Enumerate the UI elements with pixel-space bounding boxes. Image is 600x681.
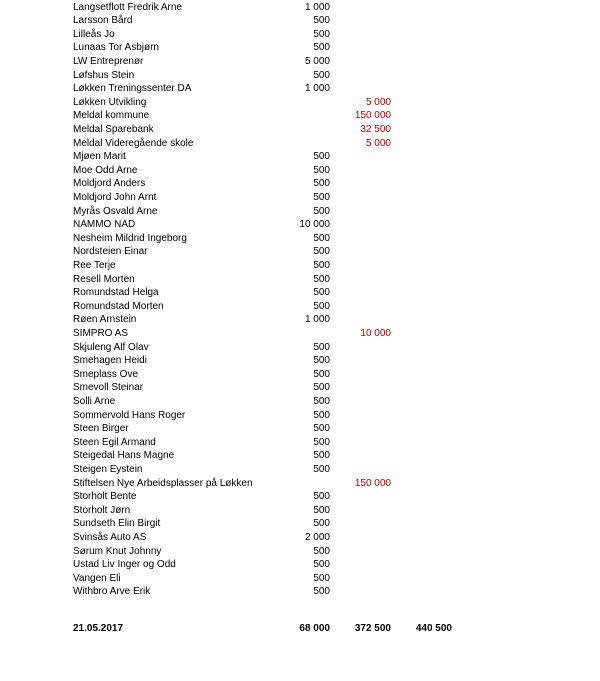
list-item bbox=[0, 69, 600, 83]
contributor-amount: 500 bbox=[313, 28, 330, 40]
contributor-amount: 500 bbox=[313, 572, 330, 584]
contributor-amount: 500 bbox=[313, 246, 330, 258]
list-item bbox=[0, 490, 600, 504]
list-item bbox=[0, 585, 600, 599]
grand-total: 440 500 bbox=[415, 623, 452, 634]
list-item bbox=[0, 463, 600, 477]
contributor-grant: 150 000 bbox=[354, 477, 391, 489]
list-item bbox=[0, 218, 600, 232]
contributor-name: Stiftelsen Nye Arbeidsplasser på Løkken bbox=[73, 477, 253, 489]
contributor-name: Nordsteien Einar bbox=[73, 246, 148, 258]
contributor-name: Resell Morten bbox=[73, 273, 135, 285]
contributor-name: Smeplass Ove bbox=[73, 368, 139, 380]
contributor-name: Svinsås Auto AS bbox=[73, 531, 147, 543]
list-item bbox=[0, 259, 600, 273]
contributor-amount: 5 000 bbox=[304, 55, 330, 67]
contributor-amount: 500 bbox=[313, 545, 330, 557]
contributor-amount: 500 bbox=[313, 463, 330, 475]
contributor-name: Steigedal Hans Magne bbox=[73, 450, 175, 462]
contributor-name: Moldjord Anders bbox=[73, 178, 146, 190]
list-item bbox=[0, 504, 600, 518]
list-item bbox=[0, 150, 600, 164]
contributor-name: Meldal Videregående skole bbox=[73, 137, 194, 149]
contributor-name: Løkken Treningssenter DA bbox=[73, 83, 192, 95]
contributor-name: Larsson Bård bbox=[73, 15, 133, 27]
contributor-amount: 500 bbox=[313, 504, 330, 516]
summary-row bbox=[0, 622, 600, 636]
contributor-name: Løkken Utvikling bbox=[73, 96, 147, 108]
contributor-name: Sørum Knut Johnny bbox=[73, 545, 162, 557]
contributor-amount: 500 bbox=[313, 164, 330, 176]
contributor-name: Steen Egil Armand bbox=[73, 436, 156, 448]
contributor-amount: 500 bbox=[313, 287, 330, 299]
list-item bbox=[0, 245, 600, 259]
contributor-amount: 500 bbox=[313, 409, 330, 421]
contributor-amount: 2 000 bbox=[304, 531, 330, 543]
contributor-amount: 500 bbox=[313, 15, 330, 27]
contributor-name: Røen Arnstein bbox=[73, 314, 137, 326]
list-item bbox=[0, 177, 600, 191]
list-item bbox=[0, 191, 600, 205]
contributor-name: Meldal kommune bbox=[73, 110, 150, 122]
contributor-amount: 1 000 bbox=[304, 1, 330, 13]
contributor-amount: 500 bbox=[313, 382, 330, 394]
contributor-name: Withbro Arve Erik bbox=[73, 586, 151, 598]
contributor-name: Løfshus Stein bbox=[73, 69, 135, 81]
contributor-grant: 150 000 bbox=[354, 110, 391, 122]
list-item bbox=[0, 55, 600, 69]
contributor-name: SIMPRO AS bbox=[73, 327, 129, 339]
contributor-amount: 500 bbox=[313, 491, 330, 503]
list-item bbox=[0, 232, 600, 246]
list-item bbox=[0, 477, 600, 491]
contributor-name: LW Entreprenør bbox=[73, 55, 144, 67]
contributor-name: Smevoll Steinar bbox=[73, 382, 144, 394]
contributor-grant: 5 000 bbox=[365, 137, 391, 149]
contributor-amount: 500 bbox=[313, 436, 330, 448]
contributor-amount: 500 bbox=[313, 586, 330, 598]
contributor-amount: 500 bbox=[313, 395, 330, 407]
total-amount: 68 000 bbox=[299, 623, 330, 634]
contributor-grant: 32 500 bbox=[360, 123, 391, 135]
contributor-name: Sommervold Hans Roger bbox=[73, 409, 186, 421]
contributor-name: Smehagen Heidi bbox=[73, 355, 147, 367]
contributor-amount: 500 bbox=[313, 355, 330, 367]
list-item bbox=[0, 558, 600, 572]
summary-date: 21.05.2017 bbox=[73, 623, 124, 634]
list-item bbox=[0, 205, 600, 219]
contributor-name: Romundstad Morten bbox=[73, 300, 164, 312]
contributor-name: Ree Terje bbox=[73, 259, 116, 271]
contributor-name: Ustad Liv Inger og Odd bbox=[73, 559, 176, 571]
contributor-amount: 500 bbox=[313, 232, 330, 244]
contributor-amount: 500 bbox=[313, 178, 330, 190]
contributor-name: Vangen Eli bbox=[73, 572, 121, 584]
contributor-name: Romundstad Helga bbox=[73, 287, 159, 299]
list-item bbox=[0, 517, 600, 531]
contributor-amount: 10 000 bbox=[299, 219, 330, 231]
list-item bbox=[0, 354, 600, 368]
contributor-grant: 10 000 bbox=[360, 327, 391, 339]
list-item bbox=[0, 41, 600, 55]
contributor-amount: 500 bbox=[313, 518, 330, 530]
total-grant: 372 500 bbox=[354, 623, 391, 634]
contributor-grant: 5 000 bbox=[365, 96, 391, 108]
contributor-amount: 500 bbox=[313, 259, 330, 271]
list-item bbox=[0, 449, 600, 463]
list-item bbox=[0, 273, 600, 287]
contributor-name: Lilleås Jo bbox=[73, 28, 115, 40]
list-item bbox=[0, 341, 600, 355]
list-item bbox=[0, 368, 600, 382]
contributor-name: Moe Odd Arne bbox=[73, 164, 138, 176]
contributor-name: Solli Arne bbox=[73, 395, 116, 407]
list-item bbox=[0, 123, 600, 137]
contributor-name: Nesheim Mildrid Ingeborg bbox=[73, 232, 187, 244]
list-item bbox=[0, 28, 600, 42]
list-item bbox=[0, 327, 600, 341]
contributor-amount: 500 bbox=[313, 368, 330, 380]
list-item bbox=[0, 109, 600, 123]
list-item bbox=[0, 300, 600, 314]
list-item bbox=[0, 545, 600, 559]
contributor-amount: 1 000 bbox=[304, 83, 330, 95]
contributor-name: Lunaas Tor Asbjørn bbox=[73, 42, 159, 54]
contributor-amount: 500 bbox=[313, 559, 330, 571]
list-item bbox=[0, 137, 600, 151]
contributor-amount: 500 bbox=[313, 69, 330, 81]
list-item bbox=[0, 436, 600, 450]
contributor-amount: 500 bbox=[313, 191, 330, 203]
contributor-name: Mjøen Marit bbox=[73, 151, 126, 163]
list-item bbox=[0, 313, 600, 327]
contributor-amount: 500 bbox=[313, 300, 330, 312]
contributor-name: Storholt Bente bbox=[73, 491, 137, 503]
list-item bbox=[0, 395, 600, 409]
list-item bbox=[0, 572, 600, 586]
contributor-name: Skjuleng Alf Olav bbox=[73, 341, 149, 353]
contributor-name: Meldal Sparebank bbox=[73, 123, 154, 135]
contributor-name: Steigen Eystein bbox=[73, 463, 143, 475]
contributor-name: Storholt Jørn bbox=[73, 504, 131, 516]
list-item bbox=[0, 531, 600, 545]
contributor-name: Myrås Osvald Arne bbox=[73, 205, 158, 217]
list-item bbox=[0, 82, 600, 96]
contributor-amount: 500 bbox=[313, 205, 330, 217]
list-item bbox=[0, 409, 600, 423]
list-item bbox=[0, 1, 600, 15]
contributor-name: Sundseth Elin Birgit bbox=[73, 518, 161, 530]
contributor-name: NAMMO NAD bbox=[73, 219, 136, 231]
contributor-name: Steen Birger bbox=[73, 423, 129, 435]
contributor-amount: 500 bbox=[313, 151, 330, 163]
contributor-amount: 500 bbox=[313, 42, 330, 54]
contributor-amount: 500 bbox=[313, 341, 330, 353]
contributor-name: Moldjord John Arnt bbox=[73, 191, 157, 203]
list-item bbox=[0, 422, 600, 436]
list-item bbox=[0, 381, 600, 395]
list-item bbox=[0, 14, 600, 28]
list-item bbox=[0, 286, 600, 300]
contributor-amount: 500 bbox=[313, 423, 330, 435]
contributor-amount: 1 000 bbox=[304, 314, 330, 326]
list-item bbox=[0, 96, 600, 110]
contributor-amount: 500 bbox=[313, 450, 330, 462]
list-item bbox=[0, 164, 600, 178]
contributor-name: Langsetflott Fredrik Arne bbox=[73, 1, 182, 13]
contributor-amount: 500 bbox=[313, 273, 330, 285]
